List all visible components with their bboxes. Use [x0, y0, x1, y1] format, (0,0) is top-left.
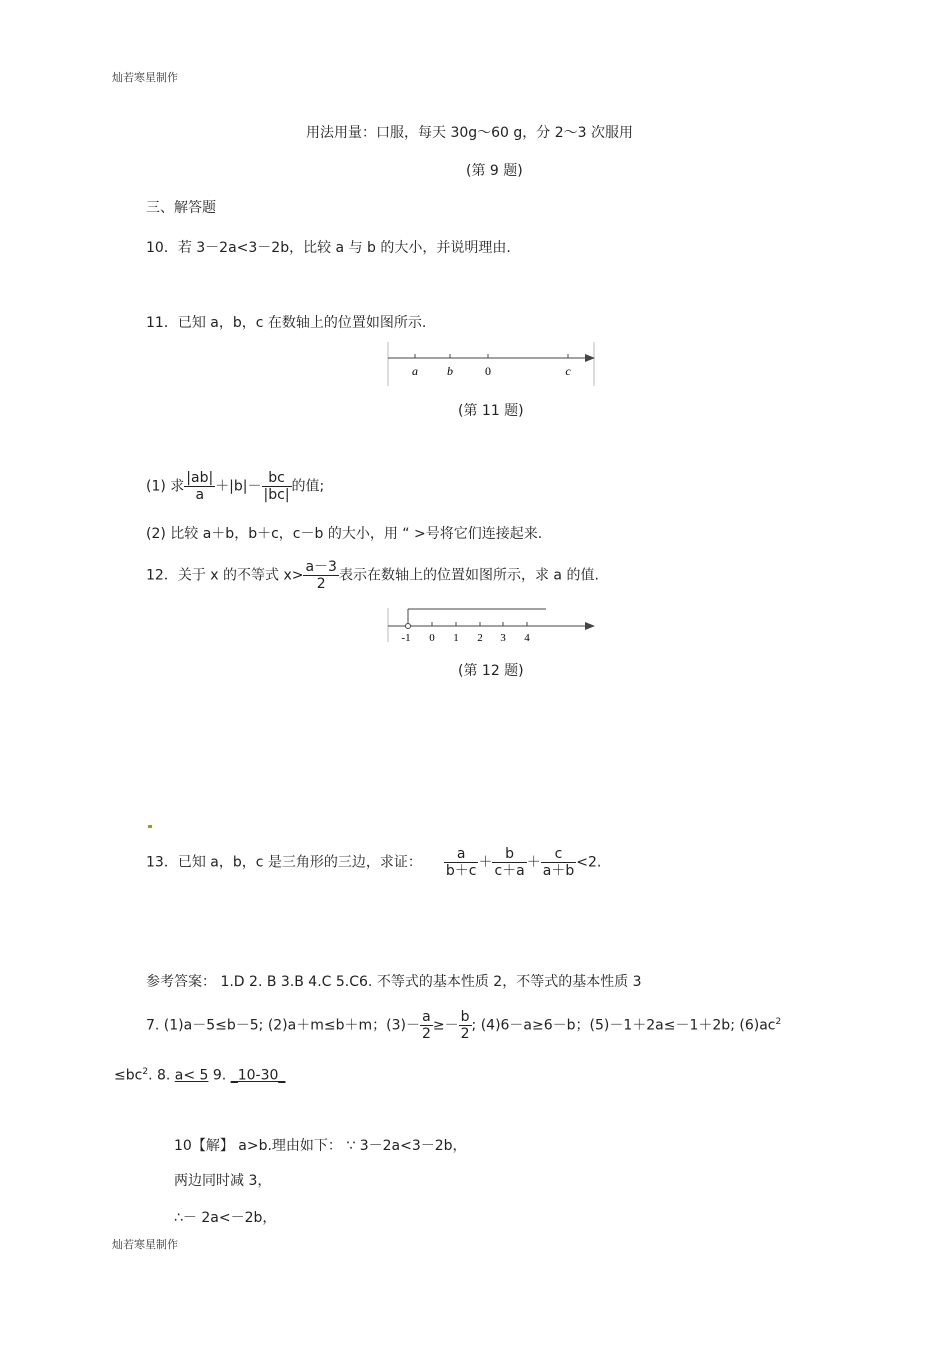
axis-label-3: 3	[500, 632, 506, 644]
question-10: 10．若 3－2a<3－2b，比较 a 与 b 的大小，并说明理由.	[146, 240, 511, 256]
fraction-den: 2	[316, 576, 326, 592]
q12-suffix: 表示在数轴上的位置如图所示，求 a 的值.	[338, 567, 599, 584]
answers-line: 参考答案： 1.D 2. B 3.B 4.C 5.C6. 不等式的基本性质 2，不等式的基本性质 3	[146, 974, 642, 990]
fraction-num: a	[444, 846, 479, 863]
answer-8: a< 5	[174, 1067, 209, 1084]
q12-prefix: 12．关于 x 的不等式 x>	[146, 567, 304, 584]
fraction	[541, 846, 576, 879]
axis-label-c: c	[565, 364, 571, 378]
q13-prefix: 13．已知 a，b，c 是三角形的三边，求证：	[146, 854, 422, 871]
answer-7	[146, 1009, 781, 1042]
ans-sep: 9.	[208, 1067, 231, 1084]
q11-part1-mid: ＋|b|－	[215, 478, 262, 495]
ans7-sup: 2	[775, 1016, 782, 1027]
fraction-num: c	[541, 846, 576, 863]
fraction-den: c＋a	[494, 863, 525, 879]
solution-10-line3: ∴－ 2a<－2b，	[174, 1210, 277, 1226]
axis-label-a: a	[412, 364, 418, 378]
question-13	[146, 846, 601, 879]
q11-caption: (第 11 题)	[458, 403, 524, 419]
ans7-after: . 8.	[148, 1067, 175, 1084]
solution-10-line2: 两边同时减 3，	[174, 1173, 272, 1189]
axis-label-b: b	[447, 364, 453, 378]
fraction-num: |ab|	[186, 470, 214, 486]
scan-mark	[147, 816, 153, 835]
fraction-den: 2	[421, 1026, 431, 1042]
fraction-den: b＋c	[445, 863, 477, 879]
axis-label-zero: 0	[485, 364, 491, 378]
fraction	[184, 470, 215, 503]
fraction-den: 2	[460, 1026, 470, 1042]
plus-sign: ＋	[478, 854, 493, 871]
ans7-mid: ≥－	[432, 1017, 459, 1034]
section-heading: 三、解答题	[146, 200, 216, 216]
fraction	[444, 846, 479, 879]
q13-suffix: <2.	[576, 854, 602, 871]
fraction-den: a	[195, 487, 205, 503]
q12-caption: (第 12 题)	[458, 663, 524, 679]
fraction	[420, 1009, 433, 1042]
axis-label-4: 4	[524, 632, 530, 644]
q11-part1-suffix: 的值;	[291, 478, 325, 495]
q9-caption: (第 9 题)	[466, 163, 523, 179]
q11-part1	[146, 470, 324, 503]
answer-9: _10-30_	[230, 1067, 286, 1084]
q11-part1-prefix: (1) 求	[146, 478, 185, 495]
fraction-den: a＋b	[542, 863, 575, 879]
fraction-num: bc	[262, 470, 292, 487]
fraction-num: b	[459, 1009, 472, 1026]
fraction-den: |bc|	[263, 487, 290, 503]
fraction	[459, 1009, 472, 1042]
header-text: 灿若寒星制作	[112, 71, 178, 84]
footer-text: 灿若寒星制作	[112, 1238, 178, 1251]
answer-7-continued	[114, 1063, 285, 1085]
fraction-num: a－3	[305, 559, 337, 575]
fraction	[492, 846, 526, 879]
usage-line: 用法用量：口服，每天 30g～60 g，分 2～3 次服用	[306, 125, 634, 141]
axis-label-2: 2	[477, 632, 483, 644]
q11-number-line	[386, 340, 598, 388]
fraction	[303, 559, 339, 592]
ans7-part2: ; (4)6－a≥6－b；(5)－1＋2a≤－1＋2b; (6)ac	[471, 1017, 776, 1034]
ans7-part1: 7. (1)a－5≤b－5; (2)a＋m≤b＋m；(3)－	[146, 1017, 420, 1034]
axis-label-0: 0	[429, 632, 435, 644]
question-12	[146, 559, 599, 592]
fraction-num: b	[492, 846, 526, 863]
plus-sign: ＋	[526, 854, 541, 871]
fraction-num: a	[420, 1009, 433, 1026]
axis-label-minus1: -1	[401, 632, 411, 644]
question-11: 11．已知 a，b，c 在数轴上的位置如图所示.	[146, 315, 427, 331]
axis-label-1: 1	[453, 632, 459, 644]
fraction	[262, 470, 292, 503]
q12-number-line	[386, 606, 598, 644]
q11-part2: (2) 比较 a＋b，b＋c，c－b 的大小，用 “ >号将它们连接起来.	[146, 526, 543, 542]
ans7-line2-sup: 2	[142, 1067, 149, 1077]
solution-10-line1: 10【解】 a>b.理由如下： ∵ 3－2a<3－2b，	[174, 1138, 467, 1154]
ans7-lead: ≤bc	[114, 1067, 143, 1084]
